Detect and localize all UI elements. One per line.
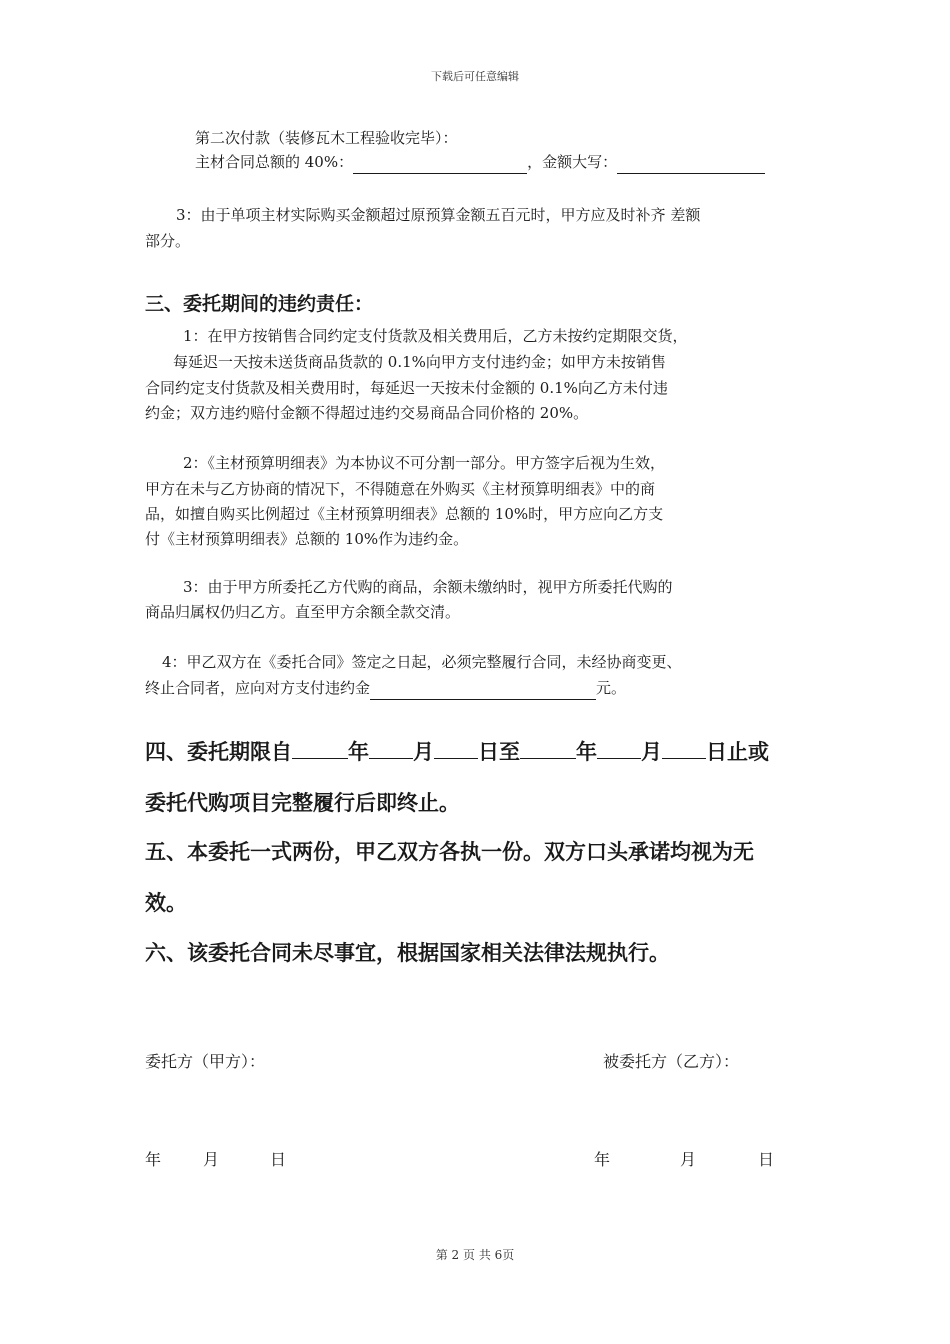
- party-b-label: 被委托方（乙方）：: [603, 1052, 740, 1071]
- section3-heading: 三、委托期间的违约责任：: [145, 293, 374, 315]
- penalty-label: 终止合同者，应向对方支付违约金: [145, 679, 371, 697]
- s3-p2-line1: 2：《主材预算明细表》为本协议不可分割一部分。甲方签字后视为生效，: [183, 454, 666, 472]
- s3-p1-line3: 合同约定支付货款及相关费用时，每延迟一天按未付金额的 0.1%向乙方未付违: [145, 379, 668, 397]
- party-a-month: 月: [203, 1150, 220, 1169]
- section5-line2: 效。: [145, 891, 187, 915]
- end-day-label: 日止或: [706, 740, 769, 764]
- amount-words-label: ，金额大写：: [527, 153, 618, 171]
- start-month-blank: [369, 738, 413, 759]
- section4-line2: 委托代购项目完整履行后即终止。: [145, 791, 460, 815]
- second-payment-title: 第二次付款（装修瓦木工程验收完毕）：: [195, 129, 458, 147]
- end-year-blank: [520, 738, 576, 759]
- s3-p1-line1: 1：在甲方按销售合同约定支付货款及相关费用后，乙方未按约定期限交货，: [183, 327, 688, 345]
- amount-label: 主材合同总额的 40%：: [195, 153, 354, 171]
- end-month-label: 月: [641, 740, 662, 764]
- s3-p1-line2: 每延迟一天按未送货商品货款的 0.1%向甲方支付违约金；如甲方未按销售: [173, 353, 666, 371]
- s3-p4-line2: [145, 676, 626, 700]
- party-b-day: 日: [758, 1150, 775, 1169]
- end-day-blank: [662, 738, 706, 759]
- start-year-label: 年: [348, 740, 369, 764]
- section4-line1: [145, 736, 769, 766]
- amount-blank: [353, 155, 527, 174]
- s3-p4-line1: 4：甲乙双方在《委托合同》签定之日起，必须完整履行合同，未经协商变更、: [162, 653, 682, 671]
- page-footer: 第 2 页 共 6页: [435, 1248, 515, 1262]
- term-prefix: 四、委托期限自: [145, 740, 292, 764]
- party-b-year: 年: [594, 1150, 611, 1169]
- party-a-label: 委托方（甲方）：: [145, 1052, 266, 1071]
- page-header: 下载后可任意编辑: [431, 70, 519, 83]
- second-payment-line: [195, 150, 765, 174]
- item3-line2: 部分。: [145, 232, 191, 250]
- party-a-year: 年: [145, 1150, 162, 1169]
- party-b-month: 月: [680, 1150, 697, 1169]
- s3-p2-line4: 付《主材预算明细表》总额的 10%作为违约金。: [145, 530, 469, 548]
- end-year-label: 年: [576, 740, 597, 764]
- s3-p1-line4: 约金；双方违约赔付金额不得超过违约交易商品合同价格的 20%。: [145, 404, 589, 422]
- s3-p2-line3: 品，如擅自购买比例超过《主材预算明细表》总额的 10%时，甲方应向乙方支: [145, 505, 664, 523]
- start-day-blank: [434, 738, 478, 759]
- party-a-day: 日: [270, 1150, 287, 1169]
- end-month-blank: [597, 738, 641, 759]
- s3-p3-line2: 商品归属权仍归乙方。直至甲方余额全款交清。: [145, 603, 461, 621]
- s3-p3-line1: 3：由于甲方所委托乙方代购的商品，余额未缴纳时，视甲方所委托代购的: [183, 578, 673, 596]
- start-day-label: 日至: [478, 740, 520, 764]
- s3-p2-line2: 甲方在未与乙方协商的情况下，不得随意在外购买《主材预算明细表》中的商: [145, 480, 656, 498]
- item3-line1: 3：由于单项主材实际购买金额超过原预算金额五百元时，甲方应及时补齐 差额: [176, 206, 701, 224]
- penalty-unit: 元。: [596, 679, 627, 697]
- section5-line1: 五、本委托一式两份，甲乙双方各执一份。双方口头承诺均视为无: [145, 840, 754, 864]
- amount-words-blank: [617, 155, 765, 174]
- start-month-label: 月: [413, 740, 434, 764]
- start-year-blank: [292, 738, 348, 759]
- penalty-blank: [370, 681, 596, 700]
- section6: 六、该委托合同未尽事宜，根据国家相关法律法规执行。: [145, 941, 670, 965]
